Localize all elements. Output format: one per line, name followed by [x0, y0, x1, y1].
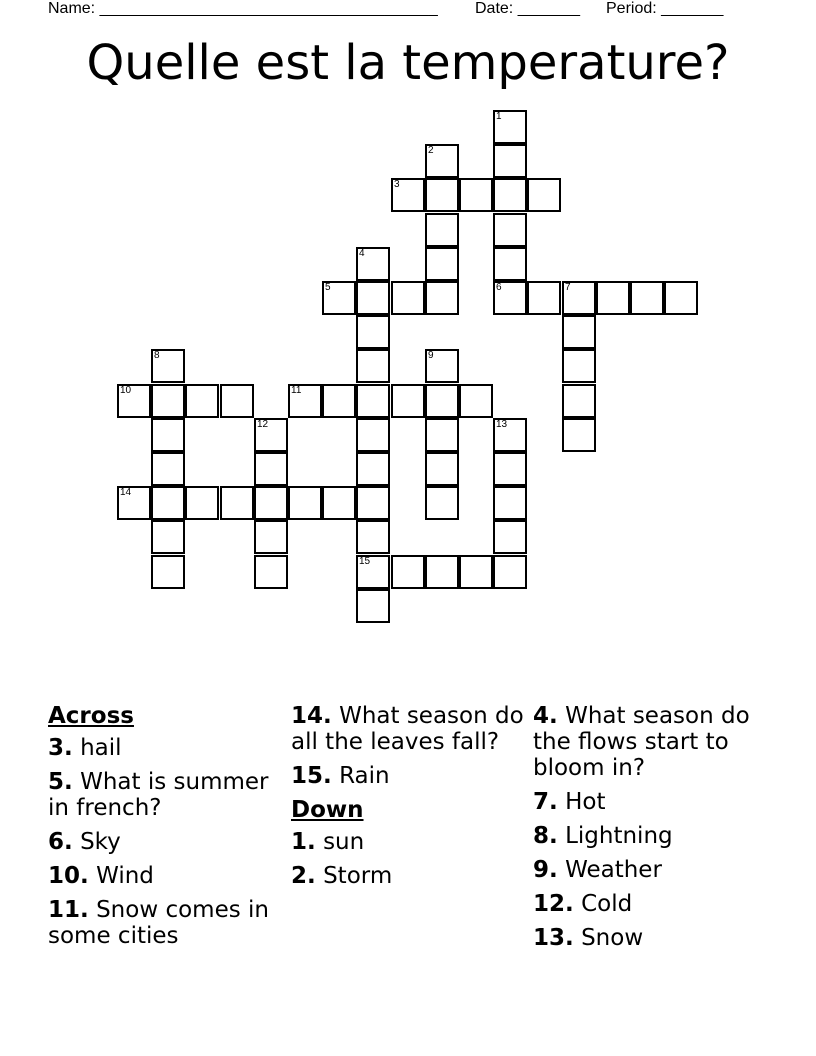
clue-text: Snow comes in some cities	[48, 897, 269, 949]
down-clue-12: 12. Cold	[533, 891, 633, 917]
crossword-cell[interactable]	[220, 384, 254, 418]
crossword-cell[interactable]	[391, 555, 425, 589]
cell-number: 12	[257, 419, 269, 430]
crossword-cell[interactable]	[220, 486, 254, 520]
clue-number: 9	[533, 857, 550, 883]
clue-number: 6	[48, 829, 65, 855]
crossword-cell[interactable]	[493, 281, 527, 315]
clue-number: 11	[48, 897, 81, 923]
clues-column-1	[48, 703, 284, 957]
cell-number: 2	[428, 145, 434, 156]
crossword-cell[interactable]	[117, 486, 151, 520]
cell-number: 10	[120, 385, 132, 396]
across-clue-10: 10. Wind	[48, 863, 154, 889]
crossword-cell[interactable]	[425, 349, 459, 383]
crossword-cell[interactable]	[562, 384, 596, 418]
crossword-cell[interactable]	[151, 384, 185, 418]
crossword-cell[interactable]	[425, 486, 459, 520]
cell-number: 8	[154, 350, 160, 361]
crossword-cell[interactable]	[493, 418, 527, 452]
crossword-cell[interactable]	[117, 384, 151, 418]
crossword-cell[interactable]	[493, 247, 527, 281]
cell-number: 1	[496, 111, 502, 122]
crossword-cell[interactable]	[356, 452, 390, 486]
crossword-cell[interactable]	[493, 486, 527, 520]
cell-number: 15	[359, 556, 371, 567]
crossword-cell[interactable]	[562, 281, 596, 315]
crossword-cell[interactable]	[185, 384, 219, 418]
puzzle-title: Quelle est la temperature?	[86, 35, 730, 91]
crossword-cell[interactable]	[425, 247, 459, 281]
cell-number: 4	[359, 248, 365, 259]
across-clue-15: 15. Rain	[291, 763, 390, 789]
crossword-cell[interactable]	[425, 555, 459, 589]
crossword-cell[interactable]	[356, 589, 390, 623]
crossword-cell[interactable]	[356, 315, 390, 349]
clue-number: 14	[291, 703, 324, 729]
student-info-header	[48, 0, 768, 20]
crossword-cell[interactable]	[151, 452, 185, 486]
crossword-cell[interactable]	[322, 384, 356, 418]
crossword-cell[interactable]	[151, 349, 185, 383]
down-heading: Down	[291, 797, 364, 823]
clue-number: 5	[48, 769, 65, 795]
crossword-cell[interactable]	[596, 281, 630, 315]
clue-number: 4	[533, 703, 550, 729]
period-field-label: Period: _______	[606, 0, 724, 17]
crossword-cell[interactable]	[493, 520, 527, 554]
clue-text: Cold	[581, 891, 633, 917]
clue-text: Wind	[96, 863, 154, 889]
cell-number: 11	[291, 385, 302, 396]
crossword-cell[interactable]	[527, 178, 561, 212]
crossword-cell[interactable]	[322, 281, 356, 315]
down-clue-7: 7. Hot	[533, 789, 606, 815]
crossword-cell[interactable]	[356, 247, 390, 281]
clue-text: What season do all the leaves fall?	[291, 703, 524, 755]
crossword-cell[interactable]	[356, 520, 390, 554]
down-clue-2: 2. Storm	[291, 863, 393, 889]
crossword-cell[interactable]	[151, 555, 185, 589]
crossword-cell[interactable]	[185, 486, 219, 520]
crossword-cell[interactable]	[425, 144, 459, 178]
crossword-cell[interactable]	[254, 520, 288, 554]
across-clue-5: 5. What is summer in french?	[48, 769, 269, 821]
cell-number: 13	[496, 419, 508, 430]
clue-text: What is summer in french?	[48, 769, 269, 821]
clue-text: Snow	[581, 925, 644, 951]
crossword-cell[interactable]	[459, 384, 493, 418]
clue-number: 7	[533, 789, 550, 815]
crossword-cell[interactable]	[425, 384, 459, 418]
clue-number: 8	[533, 823, 550, 849]
clues-column-2	[291, 703, 527, 897]
crossword-cell[interactable]	[254, 486, 288, 520]
crossword-cell[interactable]	[425, 418, 459, 452]
down-clue-4: 4. What season do the flows start to bloom in?	[533, 703, 750, 781]
crossword-cell[interactable]	[630, 281, 664, 315]
crossword-cell[interactable]	[459, 178, 493, 212]
crossword-cell[interactable]	[459, 555, 493, 589]
cell-number: 5	[325, 282, 331, 293]
clue-number: 13	[533, 925, 566, 951]
crossword-cell[interactable]	[356, 418, 390, 452]
across-clue-6: 6. Sky	[48, 829, 121, 855]
crossword-cell[interactable]	[391, 178, 425, 212]
crossword-cell[interactable]	[562, 418, 596, 452]
clue-number: 2	[291, 863, 308, 889]
crossword-cell[interactable]	[151, 486, 185, 520]
clue-number: 3	[48, 735, 65, 761]
crossword-cell[interactable]	[493, 144, 527, 178]
clue-number: 1	[291, 829, 308, 855]
crossword-cell[interactable]	[664, 281, 698, 315]
down-clue-13: 13. Snow	[533, 925, 644, 951]
crossword-cell[interactable]	[425, 213, 459, 247]
across-clue-11: 11. Snow comes in some cities	[48, 897, 269, 949]
cell-number: 9	[428, 350, 434, 361]
crossword-cell[interactable]	[356, 349, 390, 383]
crossword-cell[interactable]	[356, 486, 390, 520]
crossword-cell[interactable]	[151, 520, 185, 554]
crossword-cell[interactable]	[288, 486, 322, 520]
clue-text: What season do the flows start to bloom in?	[533, 703, 750, 781]
crossword-cell[interactable]	[391, 384, 425, 418]
crossword-cell[interactable]	[493, 452, 527, 486]
crossword-cell[interactable]	[493, 555, 527, 589]
clue-text: Weather	[565, 857, 662, 883]
clue-text: Storm	[323, 863, 393, 889]
across-heading: Across	[48, 703, 134, 729]
date-field-label: Date: _______	[475, 0, 580, 17]
clue-text: sun	[323, 829, 365, 855]
crossword-cell[interactable]	[493, 110, 527, 144]
crossword-cell[interactable]	[254, 452, 288, 486]
clue-number: 15	[291, 763, 324, 789]
clue-text: Rain	[339, 763, 390, 789]
crossword-cell[interactable]	[493, 178, 527, 212]
crossword-cell[interactable]	[527, 281, 561, 315]
crossword-cell[interactable]	[254, 418, 288, 452]
crossword-cell[interactable]	[356, 555, 390, 589]
cell-number: 3	[394, 179, 400, 190]
clue-number: 12	[533, 891, 566, 917]
cell-number: 7	[565, 282, 571, 293]
crossword-cell[interactable]	[562, 315, 596, 349]
down-clue-9: 9. Weather	[533, 857, 662, 883]
across-clue-14: 14. What season do all the leaves fall?	[291, 703, 524, 755]
cell-number: 6	[496, 282, 502, 293]
crossword-cell[interactable]	[562, 349, 596, 383]
crossword-cell[interactable]	[356, 281, 390, 315]
down-clue-1: 1. sun	[291, 829, 365, 855]
crossword-cell[interactable]	[288, 384, 322, 418]
crossword-cell[interactable]	[493, 213, 527, 247]
crossword-cell[interactable]	[425, 452, 459, 486]
clue-text: hail	[80, 735, 122, 761]
clue-text: Hot	[565, 789, 606, 815]
crossword-cell[interactable]	[254, 555, 288, 589]
clue-number: 10	[48, 863, 81, 889]
cell-number: 14	[120, 487, 132, 498]
crossword-cell[interactable]	[425, 178, 459, 212]
crossword-grid	[117, 110, 699, 624]
name-field-label: Name: ______________________________________	[48, 0, 438, 17]
crossword-cell[interactable]	[425, 281, 459, 315]
across-clue-3: 3. hail	[48, 735, 122, 761]
clues-column-3	[533, 703, 769, 959]
crossword-cell[interactable]	[356, 384, 390, 418]
clue-text: Sky	[80, 829, 121, 855]
down-clue-8: 8. Lightning	[533, 823, 673, 849]
crossword-cell[interactable]	[391, 281, 425, 315]
clue-text: Lightning	[565, 823, 673, 849]
crossword-cell[interactable]	[151, 418, 185, 452]
crossword-cell[interactable]	[322, 486, 356, 520]
